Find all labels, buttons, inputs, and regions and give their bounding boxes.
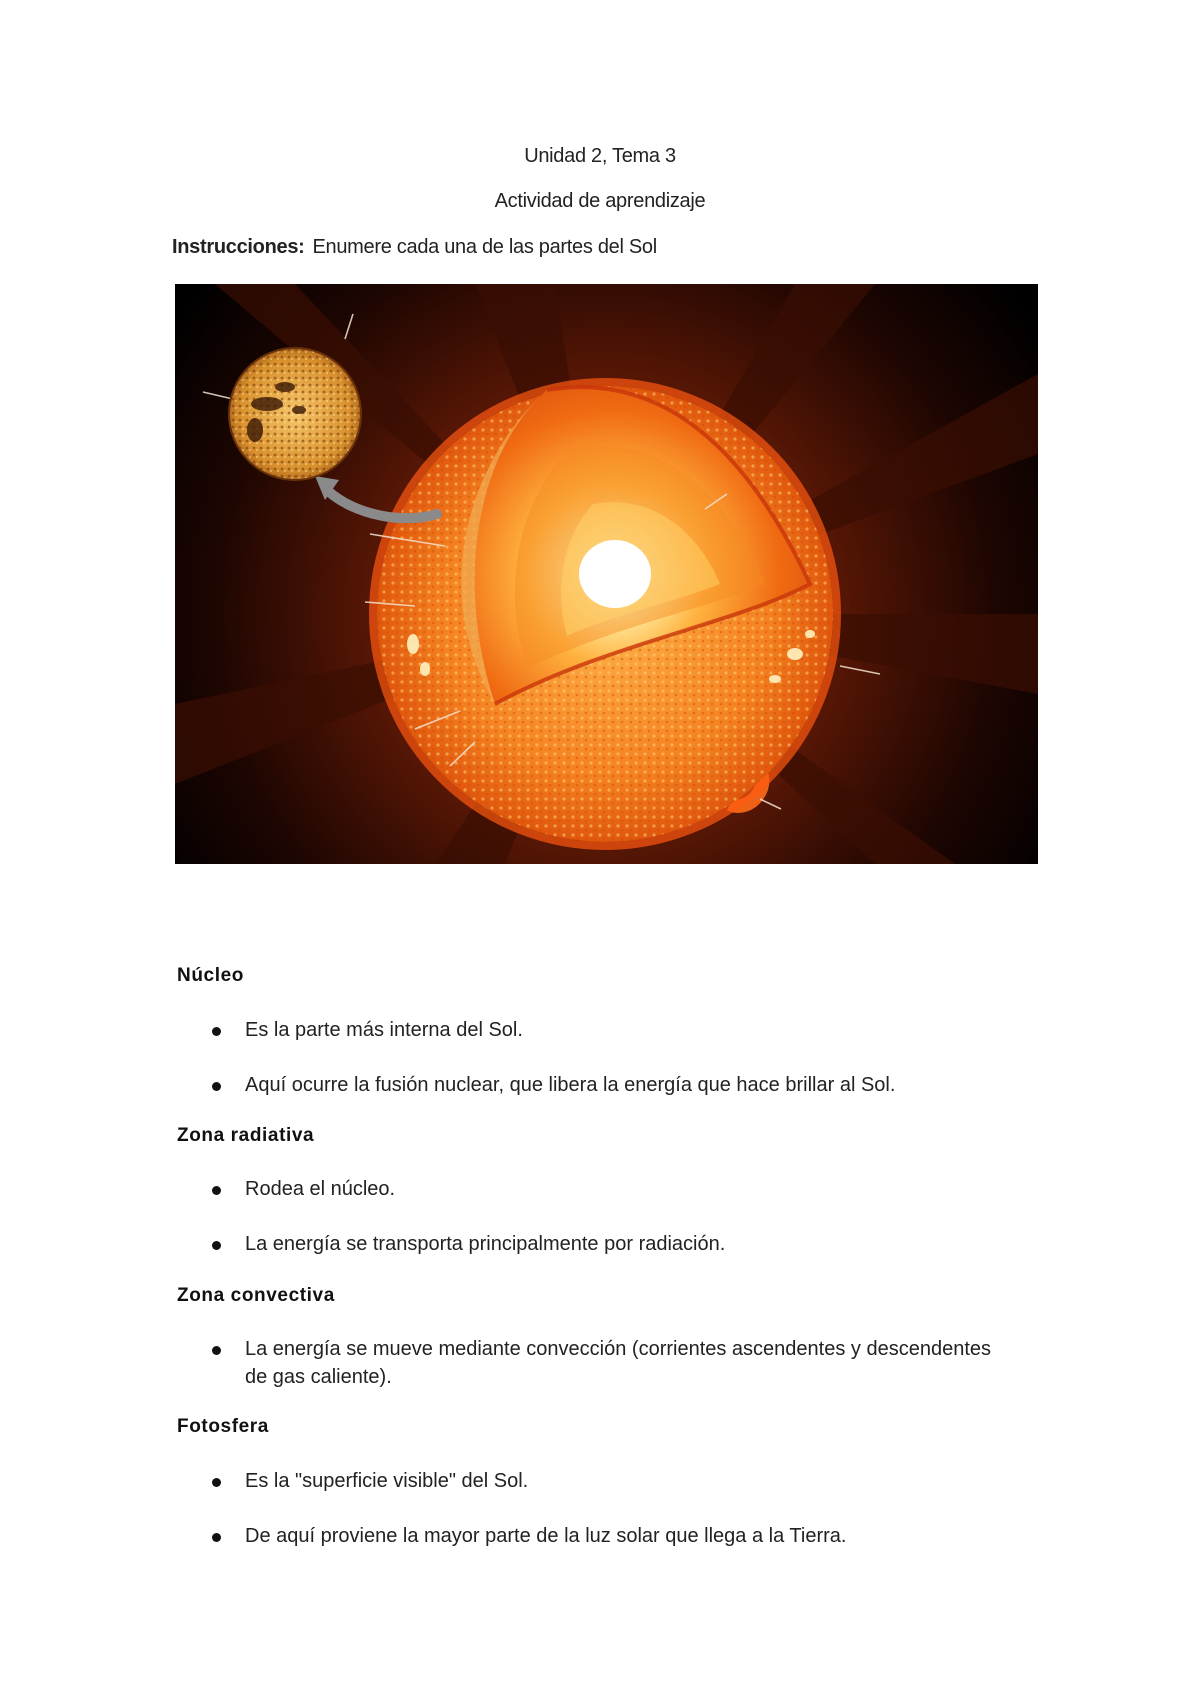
list-item: La energía se mueve mediante convección (corrientes ascendentes y descendentes de gas caliente). [212, 1335, 1012, 1391]
bullet-list-zona-radiativa [212, 1175, 1012, 1258]
list-item: Es la "superficie visible" del Sol. [212, 1467, 1012, 1495]
list-item: De aquí proviene la mayor parte de la luz solar que llega a la Tierra. [212, 1522, 1012, 1550]
bullet-icon [212, 1027, 221, 1036]
section-heading-fotosfera: Fotosfera [177, 1416, 269, 1437]
bullet-icon [212, 1186, 221, 1195]
unit-title: Unidad 2, Tema 3 [524, 145, 676, 167]
activity-title: Actividad de aprendizaje [494, 190, 706, 212]
bullet-icon [212, 1082, 221, 1091]
section-heading-zona-convectiva: Zona convectiva [177, 1285, 335, 1306]
instructions-label: Instrucciones: [172, 236, 305, 258]
sun-diagram-image [175, 284, 1038, 864]
bullet-icon [212, 1346, 221, 1355]
bullet-list-nucleo [212, 1016, 1012, 1099]
bullet-list-fotosfera [212, 1467, 1012, 1550]
bullet-icon [212, 1478, 221, 1487]
section-heading-nucleo: Núcleo [177, 965, 244, 986]
bullet-list-zona-convectiva [212, 1335, 1012, 1391]
section-heading-zona-radiativa: Zona radiativa [177, 1125, 315, 1146]
list-item: La energía se transporta principalmente por radiación. [212, 1230, 1012, 1258]
bullet-icon [212, 1533, 221, 1542]
list-item: Rodea el núcleo. [212, 1175, 1012, 1203]
instructions-text: Enumere cada una de las partes del Sol [312, 236, 657, 258]
sun-cutaway-icon [175, 284, 1038, 864]
bullet-icon [212, 1241, 221, 1250]
instructions [172, 236, 657, 259]
list-item: Es la parte más interna del Sol. [212, 1016, 1012, 1044]
list-item: Aquí ocurre la fusión nuclear, que libera la energía que hace brillar al Sol. [212, 1071, 1012, 1099]
